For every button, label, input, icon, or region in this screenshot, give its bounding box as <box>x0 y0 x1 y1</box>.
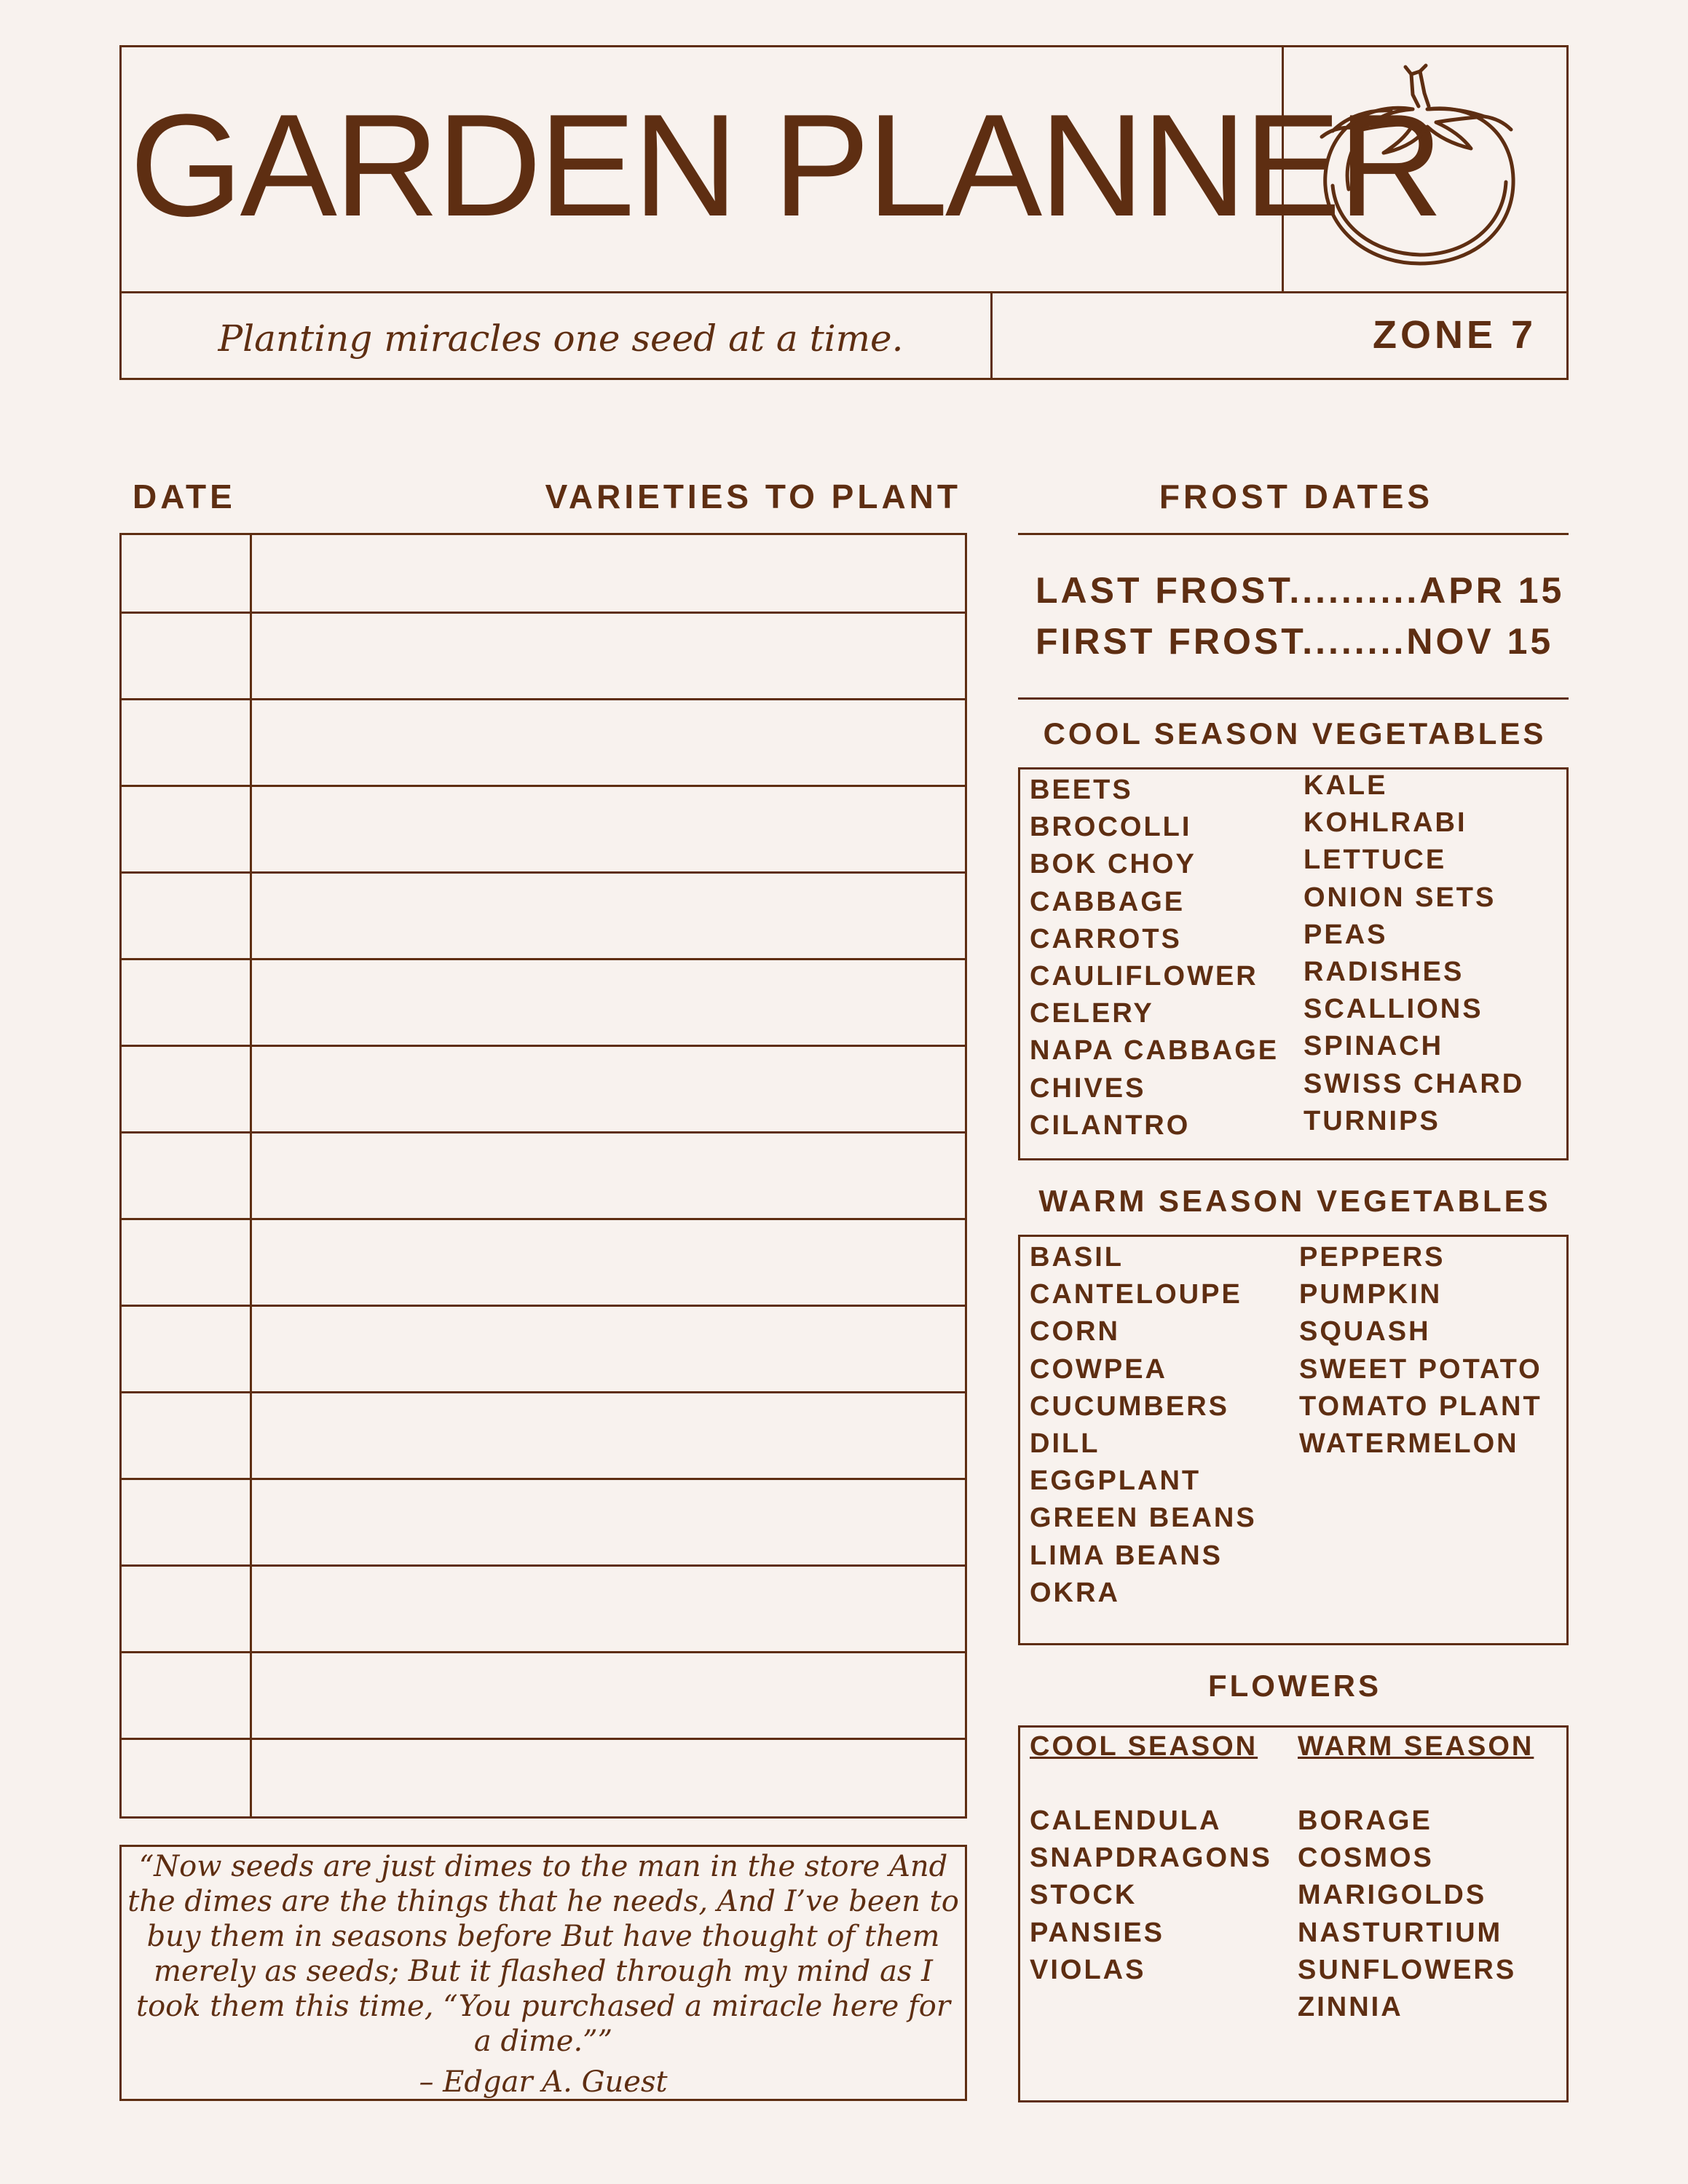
list-item: BORAGE <box>1298 1805 1432 1836</box>
tagline-divider <box>990 291 993 380</box>
list-item: CALENDULA <box>1030 1805 1222 1836</box>
frost-top-rule <box>1018 533 1569 535</box>
list-item: BOK CHOY <box>1030 849 1196 880</box>
list-item: CARROTS <box>1030 923 1182 954</box>
list-item: SQUASH <box>1299 1316 1431 1348</box>
list-item: WATERMELON <box>1299 1428 1519 1459</box>
list-item: CILANTRO <box>1030 1109 1191 1141</box>
list-item: LIMA BEANS <box>1030 1540 1223 1571</box>
header-divider <box>119 291 1569 293</box>
list-item: SCALLIONS <box>1304 994 1483 1025</box>
list-item: PANSIES <box>1030 1917 1165 1948</box>
list-item: CHIVES <box>1030 1072 1146 1104</box>
list-item: BEETS <box>1030 775 1133 805</box>
cool-vegetables-list-left <box>1030 772 1299 1144</box>
tagline: Planting miracles one seed at a time. <box>218 317 904 360</box>
table-row-line <box>122 1218 965 1220</box>
list-item: COWPEA <box>1030 1353 1167 1385</box>
date-heading: DATE <box>133 478 236 515</box>
list-item: CELERY <box>1030 998 1154 1029</box>
warm-vegetables-list-left <box>1030 1239 1299 1612</box>
table-row-line <box>122 1305 965 1307</box>
list-item: MARIGOLDS <box>1298 1880 1487 1911</box>
table-row-line <box>122 871 965 874</box>
warm-flowers-list <box>1298 1803 1564 2026</box>
flowers-warm-season-heading: WARM SEASON <box>1298 1731 1534 1762</box>
cool-vegetables-list-right <box>1304 767 1566 1140</box>
list-item: GREEN BEANS <box>1030 1503 1257 1534</box>
table-row-line <box>122 1651 965 1653</box>
list-item: BROCOLLI <box>1030 812 1192 843</box>
list-item: SNAPDRAGONS <box>1030 1843 1272 1874</box>
date-column-divider <box>250 533 252 1819</box>
list-item: OKRA <box>1030 1577 1120 1608</box>
list-item: DILL <box>1030 1428 1100 1459</box>
list-item: CANTELOUPE <box>1030 1279 1242 1310</box>
list-item: NAPA CABBAGE <box>1030 1035 1279 1067</box>
list-item: VIOLAS <box>1030 1954 1146 1985</box>
table-row-line <box>122 1738 965 1740</box>
zone-label: ZONE 7 <box>1372 313 1537 357</box>
list-item: NASTURTIUM <box>1298 1917 1503 1948</box>
tomato-icon <box>1304 58 1529 277</box>
list-item: STOCK <box>1030 1880 1137 1911</box>
quote-author: – Edgar A. Guest <box>419 2065 668 2099</box>
table-row-line <box>122 612 965 614</box>
list-item: SPINACH <box>1304 1031 1444 1062</box>
table-row-line <box>122 1045 965 1047</box>
list-item: CORN <box>1030 1316 1120 1348</box>
list-item: KALE <box>1304 770 1388 801</box>
list-item: BASIL <box>1030 1242 1124 1273</box>
list-item: COSMOS <box>1298 1843 1434 1874</box>
list-item: EGGPLANT <box>1030 1465 1202 1497</box>
first-frost-date: FIRST FROST........NOV 15 <box>1036 621 1554 662</box>
title-divider <box>1282 45 1284 293</box>
list-item: PEPPERS <box>1299 1242 1446 1273</box>
list-item: KOHLRABI <box>1304 807 1467 839</box>
flowers-cool-season-heading: COOL SEASON <box>1030 1731 1258 1762</box>
list-item: ZINNIA <box>1298 1991 1403 2022</box>
table-row-line <box>122 1564 965 1567</box>
list-item: SWISS CHARD <box>1304 1068 1525 1099</box>
list-item: SWEET POTATO <box>1299 1353 1542 1385</box>
page-title: GARDEN PLANNER <box>130 84 1440 247</box>
warm-vegetables-list-right <box>1299 1239 1566 1463</box>
varieties-heading: VARIETIES TO PLANT <box>545 478 961 515</box>
quote-text: “Now seeds are just dimes to the man in the store And the dimes are the things that he needs, And I’ve been to buy them in seasons before But have thought of them merely as seeds; But it flashed through my mind as I took them this time, “You purchased a miracle here for a dime.”” <box>127 1850 959 2058</box>
list-item: SUNFLOWERS <box>1298 1954 1517 1985</box>
list-item: RADISHES <box>1304 956 1464 987</box>
list-item: CABBAGE <box>1030 886 1186 917</box>
list-item: CUCUMBERS <box>1030 1390 1229 1422</box>
table-row-line <box>122 785 965 787</box>
cool-season-vegetables-heading: COOL SEASON VEGETABLES <box>1043 716 1547 751</box>
table-row-line <box>122 958 965 960</box>
list-item: LETTUCE <box>1304 844 1447 876</box>
frost-dates-heading: FROST DATES <box>1159 478 1434 515</box>
flowers-heading: FLOWERS <box>1208 1669 1381 1703</box>
last-frost-date: LAST FROST..........APR 15 <box>1036 570 1565 611</box>
table-row-line <box>122 1391 965 1393</box>
frost-bottom-rule <box>1018 697 1569 700</box>
table-row-line <box>122 698 965 700</box>
list-item: ONION SETS <box>1304 882 1496 913</box>
list-item: TOMATO PLANT <box>1299 1390 1542 1422</box>
warm-season-vegetables-heading: WARM SEASON VEGETABLES <box>1038 1184 1551 1218</box>
list-item: PUMPKIN <box>1299 1279 1443 1310</box>
table-row-line <box>122 1478 965 1480</box>
cool-flowers-list <box>1030 1803 1299 1989</box>
list-item: PEAS <box>1304 919 1388 950</box>
list-item: TURNIPS <box>1304 1105 1440 1136</box>
table-row-line <box>122 1131 965 1133</box>
list-item: CAULIFLOWER <box>1030 960 1258 992</box>
planting-table <box>119 533 967 1819</box>
